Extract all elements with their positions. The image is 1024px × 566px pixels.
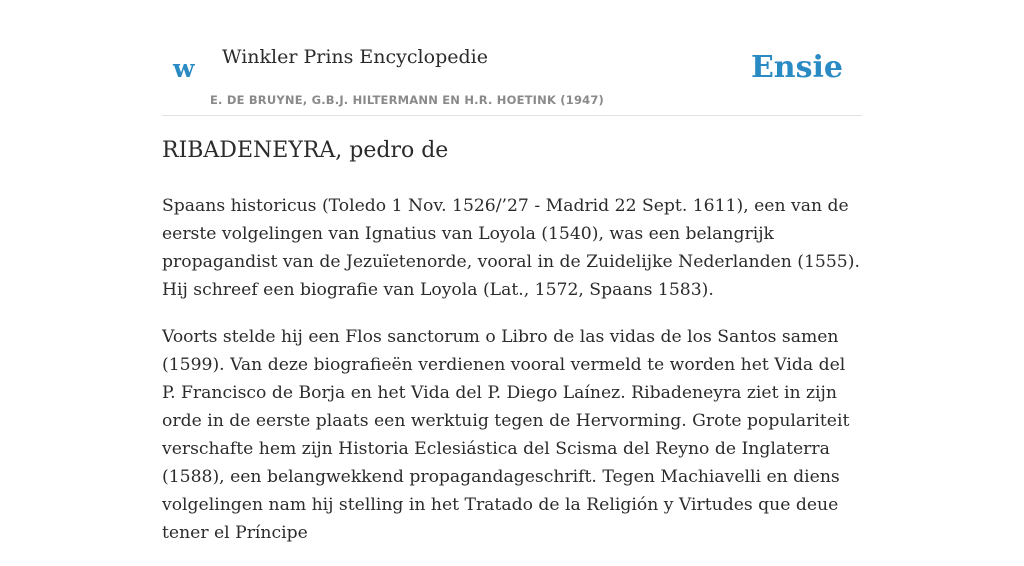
article-body [162,192,864,566]
wp-logo-icon[interactable]: w [173,54,195,83]
ensie-logo[interactable]: Ensie [750,50,843,85]
site-header [162,36,862,116]
article-paragraph-2: Voorts stelde hij een Flos sanctorum o Libro de las vidas de los Santos samen (1599). Van deze biografieën verdienen vooral vermeld te worden het Vida del P. Francisco de Borja en het Vida del P. Diego Laínez. Ribadeneyra ziet in zijn orde in de eerste plaats een werktuig tegen de Hervorming. Grote populariteit verschafte hem zijn Historia Eclesiástica del Scisma del Reyno de Inglaterra (1588), een belangwekkend propagandageschrift. Tegen Machiavelli en diens volgelingen nam hij stelling in het Tratado de la Religión y Virtudes que deue tener el Príncipe [162,327,850,543]
page-title: RIBADENEYRA, pedro de [162,138,449,163]
article-paragraph-1: Spaans historicus (Toledo 1 Nov. 1526/’27 - Madrid 22 Sept. 1611), een van de eerste volgelingen van Ignatius van Loyola (1540), was een belangrijk propagandist van de Jezuïetenorde, vooral in de Zuidelijke Nederlanden (1555). Hij schreef een biografie van Loyola (Lat., 1572, Spaans 1583). [162,196,860,300]
site-subtitle: E. DE BRUYNE, G.B.J. HILTERMANN EN H.R. HOETINK (1947) [210,93,605,107]
site-title[interactable]: Winkler Prins Encyclopedie [222,46,488,68]
